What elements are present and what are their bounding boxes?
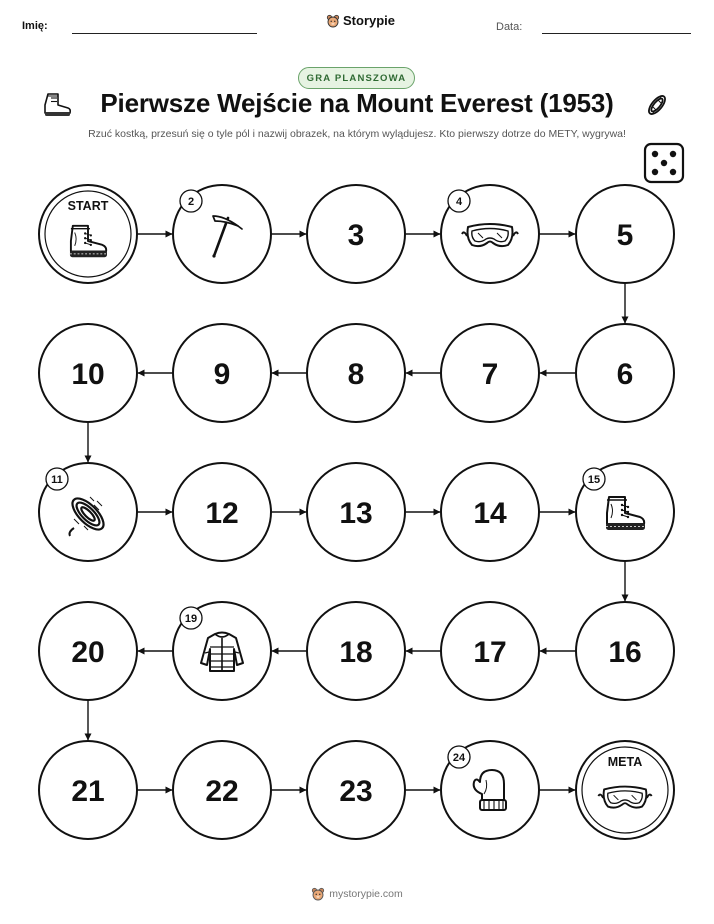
date-label: Data: (496, 21, 523, 33)
cell-number: 21 (71, 775, 105, 808)
cell-number: 5 (616, 219, 634, 252)
board-cell-16[interactable] (576, 602, 674, 700)
cell-number: 14 (473, 497, 507, 530)
jacket-icon (201, 633, 243, 672)
cell-number: 16 (608, 636, 642, 669)
board-cell-20[interactable] (39, 602, 137, 700)
board-cell-21[interactable] (39, 741, 137, 839)
game-type-badge: GRA PLANSZOWA (298, 67, 415, 89)
brand-name: Storypie (343, 13, 396, 28)
footer-url: mystorypie.com (329, 888, 403, 900)
cell-number: 4 (455, 196, 463, 208)
board-cell-18[interactable] (307, 602, 405, 700)
cell-number: 12 (205, 497, 239, 530)
cell-number: 23 (339, 775, 373, 808)
board-cell-10[interactable] (39, 324, 137, 422)
name-label: Imię: (22, 20, 48, 32)
cell-number: 15 (587, 474, 601, 486)
board-cell-8[interactable] (307, 324, 405, 422)
start-label: START (67, 199, 109, 213)
cell-number: 13 (339, 497, 373, 530)
board-cell-7[interactable] (441, 324, 539, 422)
page-title: Pierwsze Wejście na Mount Everest (1953) (100, 88, 614, 118)
board-cell-14[interactable] (441, 463, 539, 561)
board-cell-22[interactable] (173, 741, 271, 839)
cell-number: 18 (339, 636, 373, 669)
board-cell-23[interactable] (307, 741, 405, 839)
cell-number: 19 (184, 613, 198, 625)
board-cell-25[interactable] (576, 741, 674, 839)
board-cell-24[interactable] (441, 741, 539, 839)
finish-label: META (607, 755, 643, 769)
cell-number: 8 (347, 358, 365, 391)
cell-number: 2 (187, 196, 195, 208)
board-cell-13[interactable] (307, 463, 405, 561)
board-cell-3[interactable] (307, 185, 405, 283)
cell-number: 22 (205, 775, 239, 808)
cell-number: 7 (481, 358, 499, 391)
board-cell-12[interactable] (173, 463, 271, 561)
cell-number: 3 (347, 219, 365, 252)
footer (0, 887, 714, 901)
board-cell-1[interactable] (39, 185, 137, 283)
board-cell-4[interactable] (441, 185, 539, 283)
board-cell-2[interactable] (173, 185, 271, 283)
board-cell-19[interactable] (173, 602, 271, 700)
board-cell-5[interactable] (576, 185, 674, 283)
board-cell-9[interactable] (173, 324, 271, 422)
bear-icon (311, 887, 325, 901)
board-cell-15[interactable] (576, 463, 674, 561)
cell-number: 11 (51, 474, 63, 486)
cell-number: 20 (71, 636, 105, 669)
cell-number: 10 (71, 358, 105, 391)
board-cell-17[interactable] (441, 602, 539, 700)
board-cell-6[interactable] (576, 324, 674, 422)
instructions: Rzuć kostką, przesuń się o tyle pól i nazwij obrazek, na którym wylądujesz. Kto pierwszy dotrze do METY, wygrywa! (88, 128, 626, 140)
cell-number: 6 (616, 358, 634, 391)
cell-number: 9 (213, 358, 231, 391)
cell-number: 24 (452, 752, 466, 764)
cell-number: 17 (473, 636, 507, 669)
board-cell-11[interactable] (39, 463, 137, 561)
